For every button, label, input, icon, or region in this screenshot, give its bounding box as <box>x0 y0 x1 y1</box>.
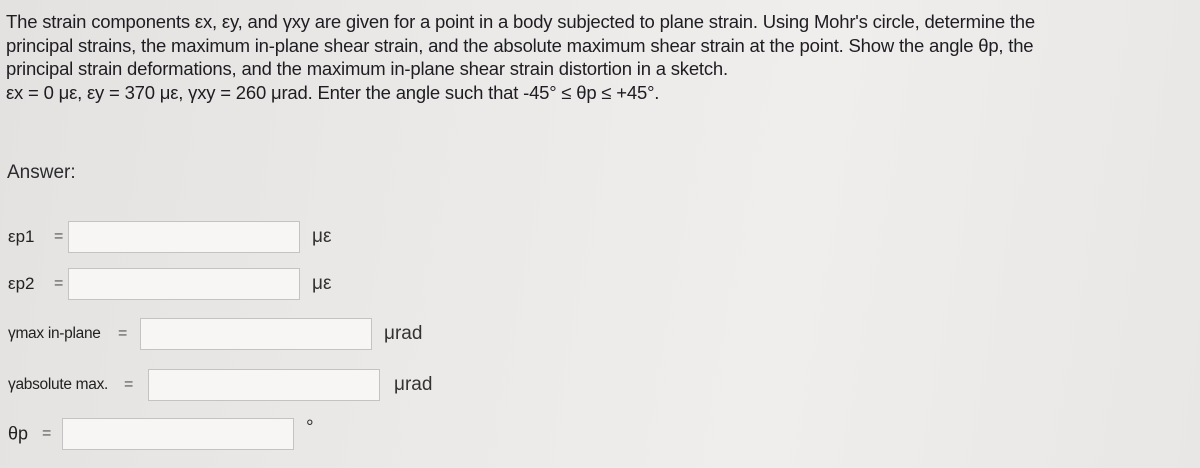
problem-line-4-given-values: εx = 0 με, εy = 370 με, γxy = 260 μrad. Enter the angle such that -45° ≤ θp ≤ +45°. <box>6 81 660 103</box>
ep1-label: εp1 <box>8 227 35 246</box>
field-row-ep2 <box>0 268 400 300</box>
ep2-unit: με <box>312 273 332 294</box>
field-row-theta-p <box>0 418 360 450</box>
problem-line-3: principal strain deformations, and the maximum in-plane shear strain distortion in a sketch. <box>6 58 728 79</box>
gamma-max-in-plane-unit: μrad <box>384 323 423 344</box>
gamma-max-in-plane-equals: = <box>118 325 128 342</box>
ep1-equals: = <box>54 228 64 245</box>
gamma-absolute-max-equals: = <box>124 376 134 393</box>
field-row-gamma-absolute-max <box>0 369 460 401</box>
gamma-max-in-plane-input[interactable] <box>140 318 372 350</box>
theta-p-input[interactable] <box>62 418 294 450</box>
theta-p-label: θp <box>8 423 29 444</box>
theta-p-unit: ° <box>306 416 314 438</box>
problem-statement <box>6 10 1191 104</box>
gamma-absolute-max-input[interactable] <box>148 369 380 401</box>
problem-line-1: The strain components εx, εy, and γxy are given for a point in a body subjected to plane strain. Using Mohr's circle, determine the <box>6 11 1035 32</box>
ep1-unit: με <box>312 226 332 247</box>
ep2-label: εp2 <box>8 274 35 293</box>
field-row-ep1 <box>0 221 400 253</box>
field-row-gamma-max-in-plane <box>0 318 460 350</box>
gamma-absolute-max-label: γabsolute max. <box>8 376 109 393</box>
problem-line-2: principal strains, the maximum in-plane shear strain, and the absolute maximum shear strain at the point. Show the angle θp, the <box>6 34 1034 56</box>
theta-p-equals: = <box>42 425 52 442</box>
answer-label: Answer: <box>7 162 76 183</box>
ep1-input[interactable] <box>68 221 300 253</box>
ep2-input[interactable] <box>68 268 300 300</box>
gamma-absolute-max-unit: μrad <box>394 374 433 395</box>
ep2-equals: = <box>54 275 64 292</box>
gamma-max-in-plane-label: γmax in-plane <box>8 325 101 342</box>
